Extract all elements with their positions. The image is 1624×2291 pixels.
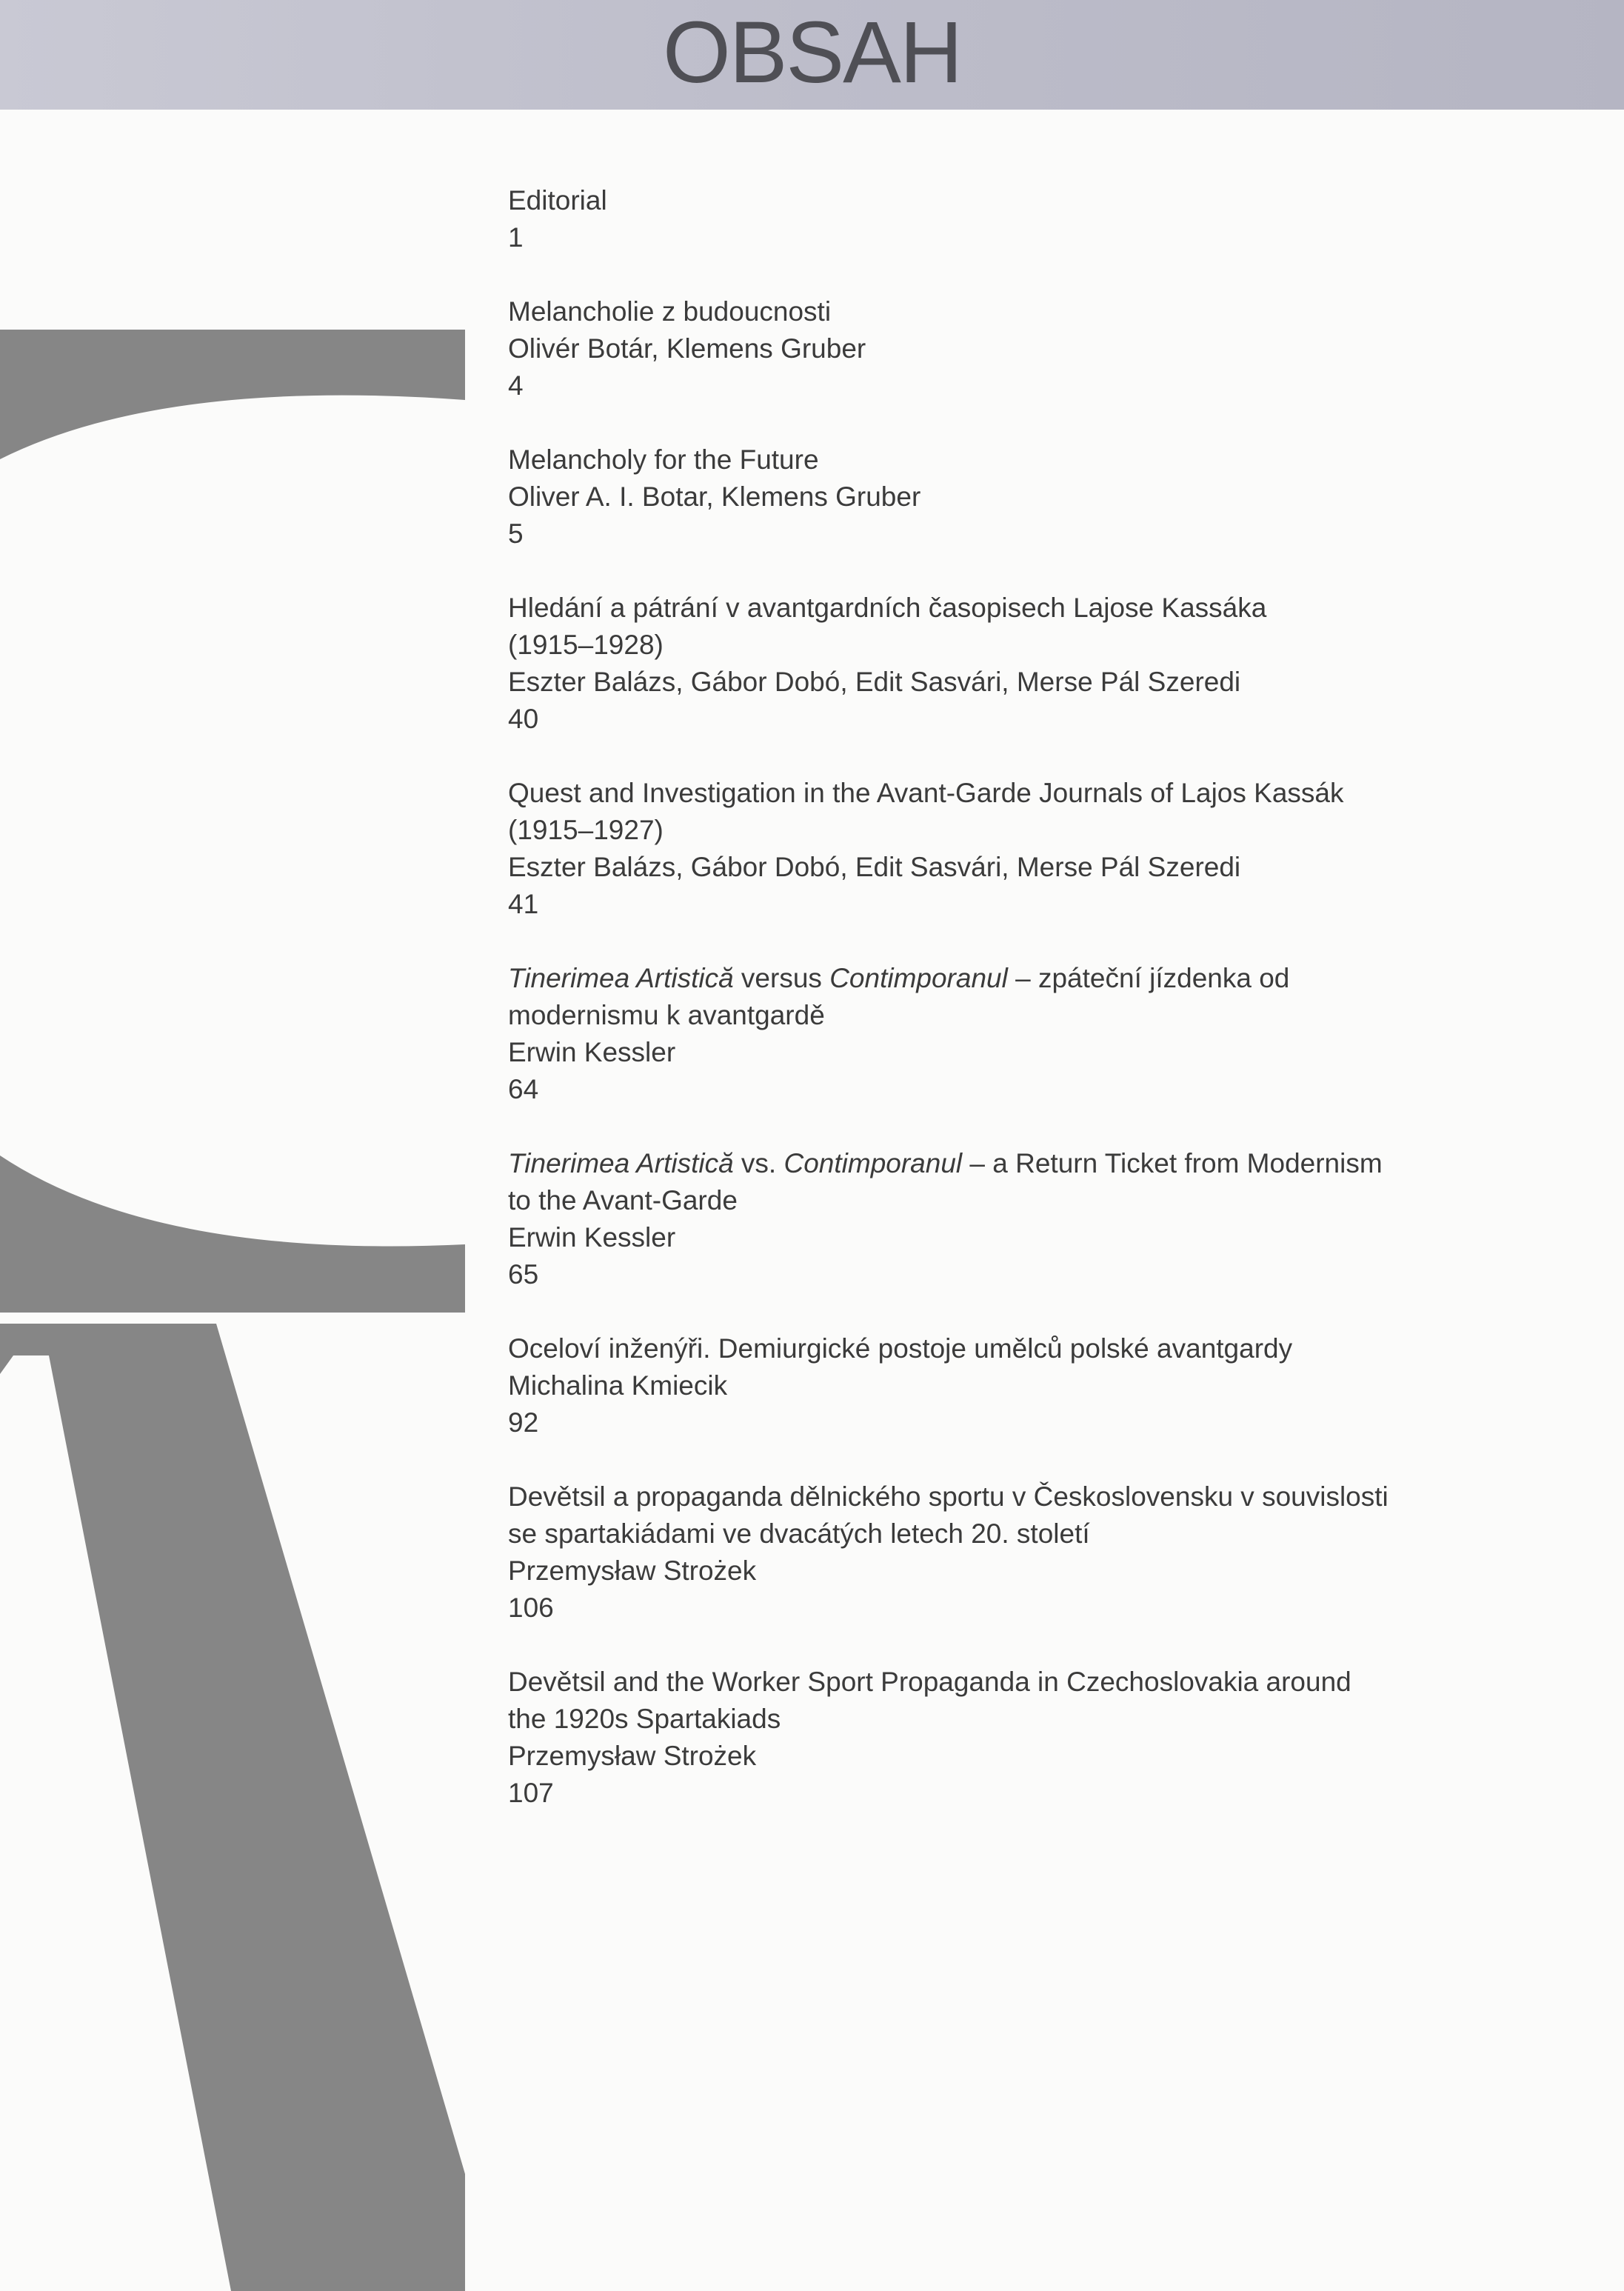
entry-page-number: 41 bbox=[508, 889, 539, 919]
entry-title-line bbox=[508, 1145, 1530, 1182]
toc-entry bbox=[508, 182, 1530, 256]
toc-entry bbox=[508, 293, 1530, 404]
entry-title-line bbox=[508, 1478, 1530, 1515]
entry-title-line bbox=[508, 441, 1530, 478]
toc-entry bbox=[508, 775, 1530, 923]
entry-title-line bbox=[508, 960, 1530, 997]
entry-title-line bbox=[508, 997, 1530, 1034]
entry-title-line bbox=[508, 1330, 1530, 1367]
title-text: the 1920s Spartakiads bbox=[508, 1704, 781, 1734]
entry-page-number: 5 bbox=[508, 518, 524, 549]
entry-authors: Eszter Balázs, Gábor Dobó, Edit Sasvári, Merse Pál Szeredi bbox=[508, 852, 1241, 882]
journal-name: Tinerimea Artistică bbox=[508, 1148, 734, 1178]
journal-name: Contimporanul bbox=[829, 963, 1008, 993]
toc-entry bbox=[508, 441, 1530, 553]
title-text: Devětsil a propaganda dělnického sportu v Československu v souvislosti bbox=[508, 1481, 1389, 1512]
title-text: Melancholie z budoucnosti bbox=[508, 296, 832, 327]
entry-page-number: 65 bbox=[508, 1259, 539, 1290]
entry-authors: Oliver A. I. Botar, Klemens Gruber bbox=[508, 481, 921, 512]
entry-authors: Przemysław Strożek bbox=[508, 1741, 757, 1771]
entry-title-line bbox=[508, 293, 1530, 330]
title-text: se spartakiádami ve dvacátých letech 20. století bbox=[508, 1518, 1090, 1549]
entry-title-line bbox=[508, 775, 1530, 812]
title-text: versus bbox=[733, 963, 830, 993]
title-text: Editorial bbox=[508, 185, 607, 216]
title-text: modernismu k avantgardě bbox=[508, 1000, 825, 1030]
toc-entry bbox=[508, 1145, 1530, 1293]
title-text: Devětsil and the Worker Sport Propaganda in Czechoslovakia around bbox=[508, 1667, 1351, 1697]
letter-a-shape bbox=[0, 1324, 465, 2291]
entry-page-number: 1 bbox=[508, 222, 524, 253]
journal-name: Tinerimea Artistică bbox=[508, 963, 734, 993]
title-text: Quest and Investigation in the Avant-Garde Journals of Lajos Kassák bbox=[508, 778, 1344, 808]
entry-page-number: 4 bbox=[508, 370, 524, 401]
title-text: (1915–1928) bbox=[508, 630, 664, 660]
entry-authors: Przemysław Strożek bbox=[508, 1555, 757, 1586]
journal-name: Contimporanul bbox=[783, 1148, 963, 1178]
table-of-contents bbox=[508, 182, 1530, 1849]
entry-title-line bbox=[508, 182, 1530, 219]
entry-page-number: 64 bbox=[508, 1074, 539, 1104]
title-text: – zpáteční jízdenka od bbox=[1007, 963, 1290, 993]
entry-authors: Olivér Botár, Klemens Gruber bbox=[508, 333, 866, 364]
entry-title-line bbox=[508, 1182, 1530, 1219]
entry-title-line bbox=[508, 627, 1530, 664]
entry-authors: Michalina Kmiecik bbox=[508, 1370, 728, 1401]
entry-title-line bbox=[508, 812, 1530, 849]
entry-page-number: 40 bbox=[508, 704, 539, 734]
entry-authors: Erwin Kessler bbox=[508, 1037, 676, 1067]
entry-title-line bbox=[508, 590, 1530, 627]
toc-entry bbox=[508, 1330, 1530, 1441]
entry-title-line bbox=[508, 1515, 1530, 1553]
entry-authors: Eszter Balázs, Gábor Dobó, Edit Sasvári, Merse Pál Szeredi bbox=[508, 667, 1241, 697]
title-text: to the Avant-Garde bbox=[508, 1185, 738, 1215]
entry-title-line bbox=[508, 1664, 1530, 1701]
entry-page-number: 92 bbox=[508, 1407, 539, 1438]
title-text: Melancholy for the Future bbox=[508, 444, 819, 475]
toc-entry bbox=[508, 590, 1530, 738]
toc-entry bbox=[508, 960, 1530, 1108]
title-text: Oceloví inženýři. Demiurgické postoje umělců polské avantgardy bbox=[508, 1333, 1293, 1364]
page-title: OBSAH bbox=[662, 4, 962, 101]
entry-title-line bbox=[508, 1701, 1530, 1738]
title-text: (1915–1927) bbox=[508, 815, 664, 845]
entry-page-number: 107 bbox=[508, 1778, 554, 1808]
entry-authors: Erwin Kessler bbox=[508, 1222, 676, 1253]
entry-page-number: 106 bbox=[508, 1593, 554, 1623]
title-text: – a Return Ticket from Modernism bbox=[962, 1148, 1383, 1178]
title-text: vs. bbox=[733, 1148, 784, 1178]
toc-entry bbox=[508, 1478, 1530, 1627]
title-text: Hledání a pátrání v avantgardních časopisech Lajose Kassáka bbox=[508, 593, 1267, 623]
toc-entry bbox=[508, 1664, 1530, 1812]
letter-c-shape bbox=[0, 330, 465, 1313]
